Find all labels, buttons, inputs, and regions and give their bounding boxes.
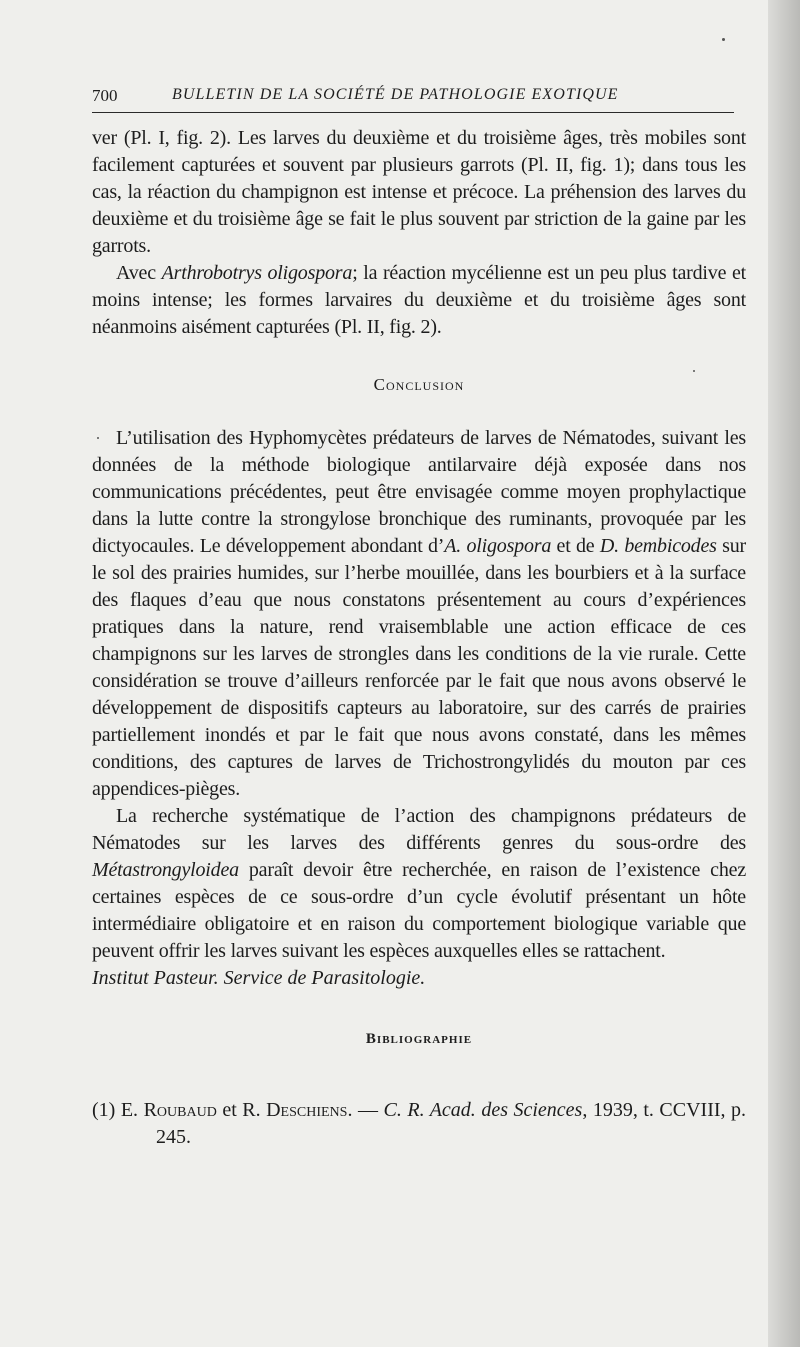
taxon-name: Métastrongyloidea — [92, 859, 239, 881]
reference-journal: C. R. Acad. des Sciences — [383, 1099, 583, 1121]
paragraph-text: sur le sol des prairies humides, sur l’herbe mouillée, dans les bourbiers et à la surface des flaques d’eau que nous constatons présentement au cours d’expériences pratiques dans la nature, rend vraisemblable une action efficace de ces champignons sur les larves de strongles dans les conditions de la vie rurale. Cette considération se trouve d’ailleurs renforcée par le fait que nous avons observé le développement de dispositifs capteurs au laboratoire, sur des carrés de prairies partiellement inondés et par le fait que nous avons constaté, dans les mêmes conditions, des captures de larves de Trichostrongylidés du mouton par ces appendices-pièges. — [92, 535, 746, 800]
bibliography-reference — [92, 1097, 746, 1151]
reference-author: E. Roubaud — [120, 1099, 217, 1121]
paragraph-text: et de — [551, 535, 600, 557]
paragraph-arthrobotrys — [92, 260, 746, 341]
article-body — [92, 125, 746, 1151]
paragraph-text: ; la réaction mycélienne est un peu plus tardive et moins intense; les formes larvaires du deuxième et du troisième âges sont néanmoins aisément capturées (Pl. II, fig. 2). — [92, 262, 746, 338]
bibliography-heading: Bibliographie — [365, 1031, 473, 1047]
paragraph-text: Avec — [116, 262, 162, 284]
reference-author: R. Deschiens — [242, 1099, 348, 1121]
print-speck — [97, 437, 99, 439]
header-rule — [92, 112, 734, 113]
running-title: BULLETIN DE LA SOCIÉTÉ DE PATHOLOGIE EXOTIQUE — [172, 86, 619, 103]
species-name: D. bembicodes — [599, 535, 717, 557]
page-number: 700 — [92, 86, 118, 105]
print-speck — [693, 370, 695, 372]
reference-separator: . — — [347, 1099, 384, 1121]
paragraph-conclusion-1 — [92, 425, 746, 803]
reference-details: , 1939, t. CCVIII, p. 245. — [156, 1099, 747, 1148]
page-header — [92, 84, 732, 112]
paragraph-capture-observations: ver (Pl. I, fig. 2). Les larves du deuxième et du troisième âges, très mobiles sont facilement capturées et souvent par plusieurs garrots (Pl. II, fig. 1); dans tous les cas, la réaction du champignon est intense et précoce. La préhension des larves du deuxième et du troisième âge se fait le plus souvent par striction de la gaine par les garrots. — [92, 127, 746, 257]
institution-signature: Institut Pasteur. Service de Parasitologie. — [92, 967, 426, 989]
species-name: A. oligospora — [444, 535, 552, 557]
paragraph-text: L’utilisation des Hyphomycètes prédateurs de larves de Nématodes, suivant les données de la méthode biologique antilarvaire déjà exposée dans nos communications précédentes, peut être envisagée comme moyen prophylactique dans la lutte contre la strongylose bronchique des ruminants, provoquée par les dictyocaules. Le développement abondant d’ — [92, 427, 746, 557]
species-name: Arthrobotrys oligospora — [161, 262, 353, 284]
reference-connector: et — [216, 1099, 243, 1121]
page-edge-shadow — [768, 0, 800, 1347]
paragraph-conclusion-2 — [92, 803, 746, 965]
paragraph-text: paraît devoir être recherchée, en raison de l’existence chez certaines espèces de ce sous-ordre d’un cycle évolutif présentant un hôte intermédiaire obligatoire et en raison du comportement biologique variable que peuvent offrir les larves suivant les espèces auxquelles elles se rattachent. — [92, 859, 746, 962]
paragraph-text: La recherche systématique de l’action des champignons prédateurs de Nématodes sur les larves des différents genres du sous-ordre des — [92, 805, 746, 854]
reference-number: (1) — [92, 1099, 116, 1121]
conclusion-heading: Conclusion — [373, 375, 465, 394]
print-speck — [722, 38, 725, 41]
